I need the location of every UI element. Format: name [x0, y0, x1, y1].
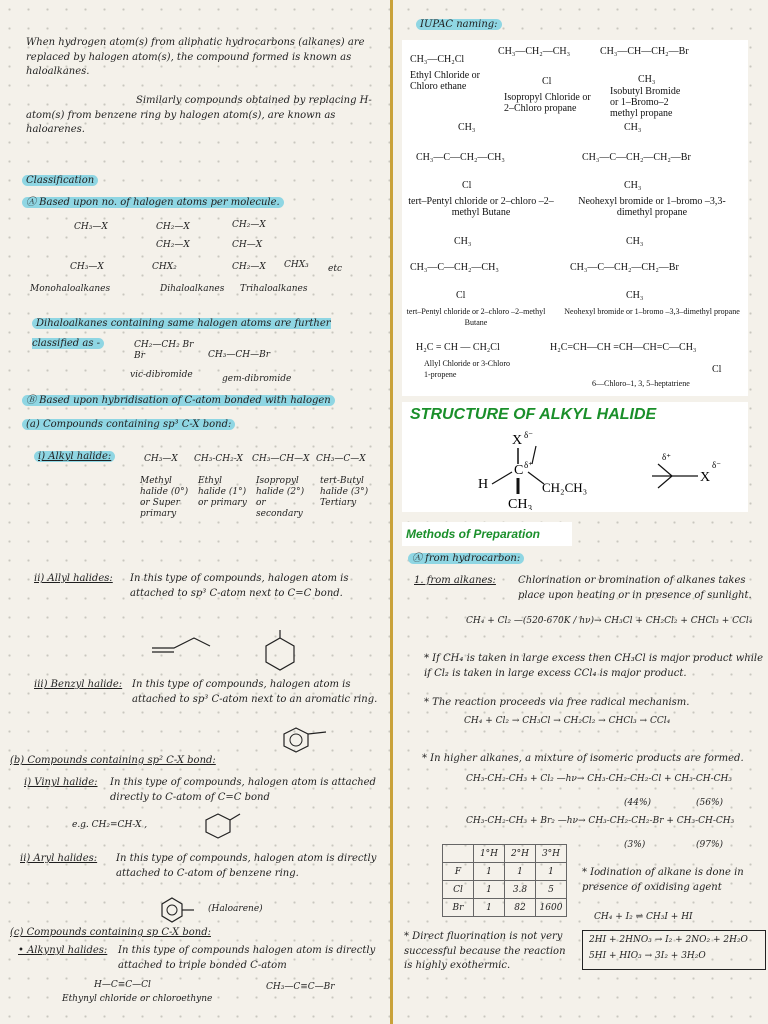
oxidising-agent-box	[582, 930, 766, 970]
p3-tert-pentyl-formula: CH₃—C—CH₂—CH₃	[410, 262, 499, 273]
bromination-pct-primary: (3%)	[624, 840, 646, 850]
cyclohexene-ring-vinyl	[206, 814, 230, 838]
chlorination-pct-secondary: (56%)	[696, 798, 724, 808]
allyl-chain	[152, 638, 210, 648]
formula-ch3x: CH₃—X	[74, 222, 108, 232]
formula-chx: CH—X	[232, 240, 263, 250]
table-cell: 1600	[536, 899, 567, 917]
iupac-panel-3	[402, 226, 748, 396]
dihaloalkanes-label: Dihaloalkanes	[160, 284, 225, 294]
neohexyl-top-ch3: CH₃	[624, 122, 642, 133]
a-heading: Ⓐ Based upon no. of halogen atoms per molecule.	[22, 196, 284, 211]
fluorination-note: * Direct fluorination is not very successful because the reaction is highly exothermic.	[404, 931, 566, 971]
formula-ch2x-d: CH₂—X	[232, 262, 266, 272]
c-h-bond	[492, 472, 512, 484]
aryl-text: In this type of compounds, halogen atom is directly attached to C-atom of benzene ring.	[116, 853, 377, 879]
formula-ch2x-c: CH₂—X	[156, 240, 190, 250]
table-cell: 3°H	[536, 845, 567, 863]
isobutyl-bromide-name: Isobutyl Bromide or 1–Bromo–2 methyl propane	[610, 86, 681, 119]
chlorination-pct-primary: (44%)	[624, 798, 652, 808]
x-atom: X	[512, 433, 523, 448]
aryl-structure	[160, 896, 200, 924]
table-cell: 1°H	[474, 845, 505, 863]
table-cell: 2°H	[505, 845, 536, 863]
neohexyl-name: Neohexyl bromide or 1–bromo –3,3-dimethyl propane	[578, 196, 726, 218]
table-row	[443, 863, 567, 881]
alkyl-formula-isopropyl: CH₃—CH—X	[252, 454, 310, 464]
stepwise-chlorination-eq: CH₄ + Cl₂ → CH₃Cl → CH₂Cl₂ → CHCl₃ → CCl₄	[464, 716, 671, 726]
table-cell: 82	[505, 899, 536, 917]
alkynyl-title: • Alkynyl halides:	[18, 945, 108, 956]
b-heading: Ⓑ Based upon hybridisation of C-atom bonded with halogen	[22, 394, 335, 409]
table-cell: 1	[505, 863, 536, 881]
table-cell: 1	[536, 863, 567, 881]
formula-ch2x-b: CH₂—X	[232, 220, 266, 230]
isobutyl-bromide-formula: CH₃—CH—CH₂—Br	[600, 46, 689, 57]
table-cell: 5	[536, 881, 567, 899]
p3-tert-pentyl-cl: Cl	[456, 290, 466, 301]
allyl-chloride-formula: H₂C = CH — CH₂Cl	[416, 342, 500, 353]
iodination-note: * Iodination of alkane is done in presence of oxidising agent	[582, 867, 744, 893]
benzene-ring-aryl	[162, 898, 182, 922]
h-atom: H	[478, 477, 489, 492]
vic-formula: CH₂—CH₂ Br Br	[134, 340, 194, 361]
hio3-equation: 5HI + HIO₃ → 3I₂ + 3H₂O	[589, 951, 706, 961]
polar-bond-2	[658, 476, 672, 488]
formula-chx2: CHX₂	[152, 262, 177, 272]
structure-title: STRUCTURE OF ALKYL HALIDE	[410, 406, 657, 423]
right-notes-column	[396, 0, 768, 1024]
polar-x-atom: X	[700, 470, 711, 485]
intro-haloarenes: Similarly compounds obtained by replacing H-atom(s) from benzene ring by halogen atom(s), are known as haloarenes.	[26, 95, 372, 135]
p3-tert-pentyl-name: tert–Pentyl chloride or 2–chloro –2–methyl Butane	[406, 307, 546, 327]
formula-ch3x-2: CH₃—X	[70, 262, 104, 272]
higher-alkanes-note: * In higher alkanes, a mixture of isomeric products are formed.	[422, 753, 744, 764]
isopropyl-chloride-formula: CH₃—CH₂—CH₃	[498, 46, 571, 57]
alkynyl-formula-1: H—C≡C—Cl	[94, 980, 151, 990]
polar-bond-1	[658, 464, 672, 476]
from-alkanes-text: Chlorination or bromination of alkanes takes place upon heating or in presence of sunlight.	[518, 575, 752, 601]
trihaloalkanes-label: Trihaloalkanes	[240, 284, 308, 294]
delta-minus-2: δ⁻	[712, 460, 721, 470]
p3-neohexyl-name: Neohexyl bromide or 1–bromo –3,3–dimethyl propane	[564, 307, 740, 316]
benzyl-ch2-bond	[308, 732, 326, 734]
formula-ch2x-a: CH₂—X	[156, 222, 190, 232]
sp2-subheading: (b) Compounds containing sp² C-X bond:	[10, 755, 216, 766]
alkynyl-text: In this type of compounds halogen atom is directly attached to triple bonded C-atom	[118, 945, 376, 971]
chlorination-equation: CH₄ + Cl₂ —(520-670K / hν)→ CH₃Cl + CH₂Cl₂ + CHCl₃ + CCl₄	[466, 616, 753, 626]
haloarene-label: (Haloarene)	[208, 904, 263, 914]
allyl-text: In this type of compounds, halogen atom is attached to sp³ C-atom next to C=C bond.	[130, 573, 349, 599]
table-row	[443, 881, 567, 899]
page-divider	[390, 0, 393, 1024]
table-cell	[443, 845, 474, 863]
p3-tert-pentyl-top: CH₃	[454, 236, 472, 247]
excess-note: * If CH₄ is taken in large excess then CH₃Cl is major product while if Cl₂ is taken in large excess CCl₄ is major product.	[424, 653, 764, 679]
isopropyl-cl: Cl	[542, 76, 552, 87]
table-cell: 1	[474, 863, 505, 881]
tert-pentyl-formula: CH₃—C—CH₂—CH₃	[416, 152, 505, 163]
benzyl-structure	[282, 724, 352, 756]
tert-pentyl-name: tert–Pentyl chloride or 2–chloro –2–methyl Butane	[408, 196, 554, 218]
alkyl-name-methyl: Methyl halide (0°) or Super primary	[140, 476, 189, 519]
ch2ch3-group: CH₂CH₃	[542, 480, 588, 495]
ch3-group: CH₃	[508, 497, 533, 510]
delta-plus-1: δ⁺	[524, 460, 533, 470]
benzyl-title: iii) Benzyl halide:	[34, 679, 123, 690]
ethyl-chloride-name: Ethyl Chloride or Chloro ethane	[410, 70, 480, 92]
alkyl-formula-tertbutyl: CH₃—C—X	[316, 454, 366, 464]
tert-pentyl-cl: Cl	[462, 180, 472, 191]
intro-haloalkanes: When hydrogen atom(s) from aliphatic hydrocarbons (alkanes) are replaced by halogen atom(s), the compound formed is known as haloalkanes.	[26, 37, 365, 77]
gem-dibromide-label: gem-dibromide	[222, 374, 292, 384]
sp-subheading: (c) Compounds containing sp C-X bond:	[10, 927, 211, 938]
p3-neohexyl-formula: CH₃—C—CH₂—CH₂—Br	[570, 262, 679, 273]
table-cell: F	[443, 863, 474, 881]
delta-minus-1: δ⁻	[524, 430, 533, 440]
alkyl-formula-ethyl: CH₃-CH₂-X	[194, 454, 243, 464]
isobutyl-ch3: CH₃	[638, 74, 656, 85]
table-cell: Br	[443, 899, 474, 917]
methods-title: Methods of Preparation	[406, 527, 541, 541]
monohaloalkanes-label: Monohaloalkanes	[30, 284, 111, 294]
iupac-panel-2	[402, 120, 748, 226]
table-cell: 1	[474, 899, 505, 917]
vinyl-title: i) Vinyl halide:	[24, 777, 98, 788]
alkyl-halide-title: i) Alkyl halide:	[34, 450, 115, 465]
aryl-title: ii) Aryl halides:	[20, 853, 98, 864]
iodination-equation: CH₄ + I₂ ⇌ CH₃I + HI	[594, 912, 693, 922]
formula-chx3: CHX₃	[284, 260, 309, 270]
vinyl-x-bond	[230, 814, 240, 820]
from-alkanes-title: 1. from alkanes:	[414, 575, 496, 586]
alkyl-name-isopropyl: Isopropyl halide (2°) or secondary	[256, 476, 305, 519]
table-cell: 3.8	[505, 881, 536, 899]
table-row	[443, 899, 567, 917]
ethyl-chloride-formula: CH₃—CH₂Cl	[410, 54, 465, 65]
vinyl-example: e.g. CH₂=CH-X ,	[72, 820, 148, 830]
tert-pentyl-top-ch3: CH₃	[458, 122, 476, 133]
alkyl-name-ethyl: Ethyl halide (1°) or primary	[198, 476, 247, 508]
delta-plus-2: δ⁺	[662, 452, 671, 462]
methods-title-panel	[402, 522, 572, 546]
benzene-aromatic-circle	[290, 734, 302, 746]
alkyl-formula-methyl: CH₃—X	[144, 454, 178, 464]
neohexyl-bottom-ch3: CH₃	[624, 180, 642, 191]
classification-heading: Classification	[22, 174, 98, 189]
table-row	[443, 845, 567, 863]
heptatriene-name: 6—Chloro–1, 3, 5–heptatriene	[592, 379, 690, 388]
allyl-chloride-name: Allyl Chloride or 3-Chloro 1-propene	[424, 359, 510, 379]
cyclohexene-ring	[266, 638, 294, 670]
vic-dibromide-label: vic-dibromide	[130, 370, 193, 380]
vinyl-ring-structure	[204, 812, 244, 842]
vinyl-text: In this type of compounds, halogen atom is attached directly to C-atom of C=C bond	[110, 777, 376, 803]
isopropyl-chloride-name: Isopropyl Chloride or 2–Chloro propane	[504, 92, 591, 114]
benzyl-text: In this type of compounds, halogen atom is attached to sp³ C-atom next to an aromatic ring.	[132, 679, 378, 705]
alkyl-halide-structure-drawing	[462, 430, 742, 510]
formula-etc: etc	[328, 264, 342, 274]
reactivity-table	[442, 844, 567, 917]
dihalo-classification-note: Dihaloalkanes containing same halogen atoms are further classified as -	[32, 318, 331, 349]
alkynyl-formula-2: CH₃—C≡C—Br	[266, 982, 335, 992]
sp3-subheading: (a) Compounds containing sp³ C-X bond:	[22, 418, 235, 433]
table-cell: Cl	[443, 881, 474, 899]
table-cell: 1	[474, 881, 505, 899]
allyl-title: ii) Allyl halides:	[34, 573, 113, 584]
heptatriene-cl: Cl	[712, 364, 722, 375]
alkyl-name-tertbutyl: tert-Butyl halide (3°) Tertiary	[320, 476, 369, 508]
iupac-panel-1	[402, 40, 748, 120]
aryl-aromatic-circle	[167, 905, 177, 915]
neohexyl-formula: CH₃—C—CH₂—CH₂—Br	[582, 152, 691, 163]
hno3-equation: 2HI + 2HNO₃ → I₂ + 2NO₂ + 2H₂O	[589, 935, 748, 945]
free-radical-note: * The reaction proceeds via free radical mechanism.	[424, 697, 690, 708]
c-atom: C	[514, 463, 524, 478]
propane-chlorination-eq: CH₃-CH₂-CH₃ + Cl₂ —hν→ CH₃-CH₂-CH₂-Cl + CH₃-CH-CH₃	[466, 774, 732, 784]
bromination-pct-secondary: (97%)	[696, 840, 724, 850]
allyl-structures	[150, 628, 310, 672]
p3-neohexyl-bottom: CH₃	[626, 290, 644, 301]
benzene-ring	[284, 728, 308, 752]
from-hydrocarbon-heading: Ⓐ from hydrocarbon:	[408, 552, 524, 567]
heptatriene-formula: H₂C=CH—CH =CH—CH=C—CH₃	[550, 342, 697, 353]
structure-panel	[402, 402, 748, 512]
iupac-heading: IUPAC naming:	[416, 18, 502, 33]
alkynyl-name: Ethynyl chloride or chloroethyne	[62, 994, 213, 1004]
propane-bromination-eq: CH₃-CH₂-CH₃ + Br₂ —hν→ CH₃-CH₂-CH₂-Br + CH₃-CH-CH₃	[466, 816, 735, 826]
p3-neohexyl-top: CH₃	[626, 236, 644, 247]
gem-formula: CH₃—CH—Br	[208, 350, 270, 360]
